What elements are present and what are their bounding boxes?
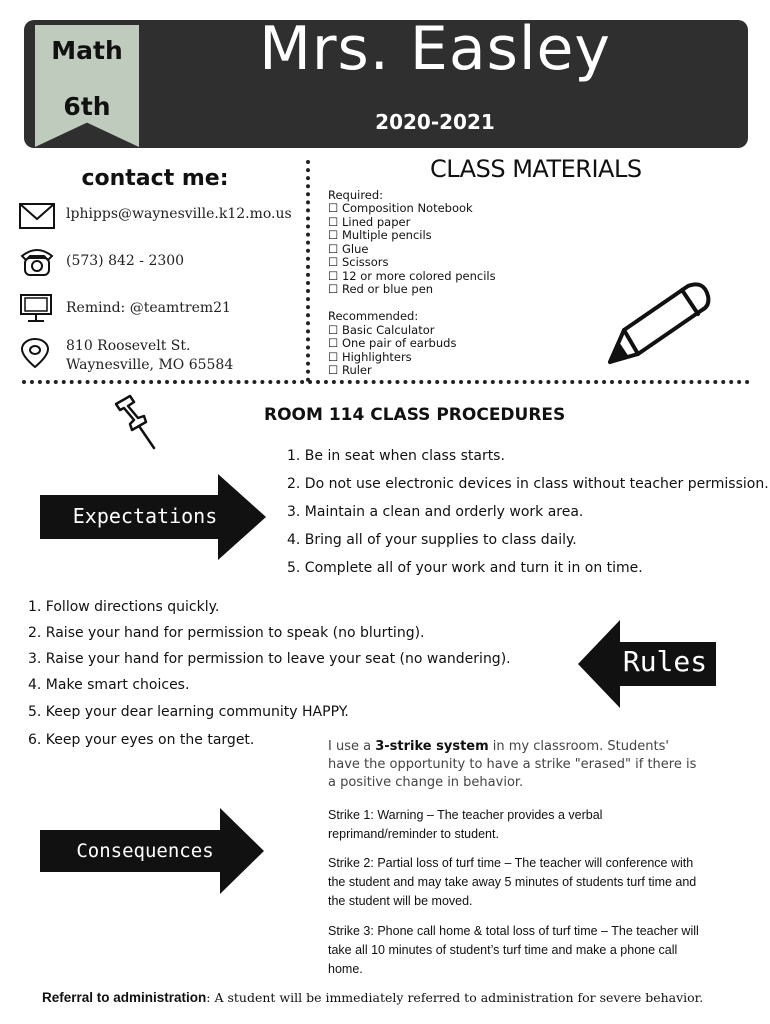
pushpin-icon xyxy=(112,394,158,454)
subject-label: Math xyxy=(51,36,123,65)
list-item: ☐ One pair of earbuds xyxy=(328,336,457,350)
list-item: 3. Raise your hand for permission to leave your seat (no wandering). xyxy=(28,651,511,667)
list-item: 5. Keep your dear learning community HAPPY. xyxy=(28,704,349,720)
list-item: 5. Complete all of your work and turn it in on time. xyxy=(287,560,643,576)
recommended-label: Recommended: xyxy=(328,309,419,323)
list-item: ☐ Glue xyxy=(328,241,369,256)
consequences-label: Consequences xyxy=(76,840,214,862)
contact-address-line1: 810 Roosevelt St. xyxy=(66,338,191,354)
list-item: ☐ Composition Notebook xyxy=(328,201,473,215)
list-item: 3. Maintain a clean and orderly work area. xyxy=(287,504,584,520)
envelope-icon xyxy=(18,202,56,234)
vertical-divider xyxy=(306,160,310,382)
contact-remind: Remind: @teamtrem21 xyxy=(66,300,231,316)
computer-icon xyxy=(18,292,54,328)
location-pin-icon xyxy=(18,338,52,374)
contact-email[interactable]: lphipps@waynesville.k12.mo.us xyxy=(66,206,292,222)
list-item: 2. Raise your hand for permission to speak (no blurting). xyxy=(28,625,425,641)
list-item: 1. Be in seat when class starts. xyxy=(287,448,505,464)
list-item: ☐ Lined paper xyxy=(328,214,411,229)
list-item: ☐ Highlighters xyxy=(328,349,412,364)
referral-text: : A student will be immediately referred to administration for severe behavior. xyxy=(206,990,704,1005)
list-item: ☐ Scissors xyxy=(328,255,389,269)
referral-note xyxy=(42,990,762,1006)
list-item: 4. Make smart choices. xyxy=(28,677,190,693)
pencil-icon xyxy=(604,278,716,374)
materials-title: CLASS MATERIALS xyxy=(430,155,642,183)
teacher-name: Mrs. Easley xyxy=(259,14,611,84)
list-item: ☐ Ruler xyxy=(328,363,372,377)
strike-1: Strike 1: Warning – The teacher provides a verbal reprimand/reminder to student. xyxy=(328,808,603,841)
telephone-icon xyxy=(18,244,56,282)
list-item: ☐ 12 or more colored pencils xyxy=(328,268,496,283)
grade-label: 6th xyxy=(63,92,111,121)
contact-phone: (573) 842 - 2300 xyxy=(66,253,185,269)
list-item: ☐ Red or blue pen xyxy=(328,282,434,296)
strike-2: Strike 2: Partial loss of turf time – The teacher will conference with the student and may take away 5 minutes of students turf time and the student will be moved. xyxy=(328,856,697,908)
strike-3: Strike 3: Phone call home & total loss of turf time – The teacher will take all 10 minutes of student’s turf time and make a phone call home. xyxy=(328,924,699,976)
list-item: ☐ Basic Calculator xyxy=(328,322,435,337)
list-item: ☐ Multiple pencils xyxy=(328,228,432,242)
strike-system-bold: 3-strike system xyxy=(375,739,489,754)
list-item: 6. Keep your eyes on the target. xyxy=(28,732,255,748)
list-item: 2. Do not use electronic devices in class without teacher permission. xyxy=(287,476,769,492)
horizontal-divider xyxy=(22,380,750,384)
expectations-label: Expectations xyxy=(72,504,218,528)
procedures-title: ROOM 114 CLASS PROCEDURES xyxy=(264,405,566,425)
required-label: Required: xyxy=(328,188,384,202)
list-item: 4. Bring all of your supplies to class daily. xyxy=(287,532,577,548)
rules-label: Rules xyxy=(622,645,708,678)
list-item: 1. Follow directions quickly. xyxy=(28,599,220,615)
referral-label: Referral to administration xyxy=(42,990,207,1005)
school-year: 2020-2021 xyxy=(375,110,495,134)
strike-system-intro: I use a 3-strike system in my classroom. Students' have the opportunity to have a strike "erased" if there is a positive change in behavior. xyxy=(328,739,697,790)
contact-address-line2: Waynesville, MO 65584 xyxy=(66,357,234,373)
contact-title: contact me: xyxy=(81,166,229,191)
